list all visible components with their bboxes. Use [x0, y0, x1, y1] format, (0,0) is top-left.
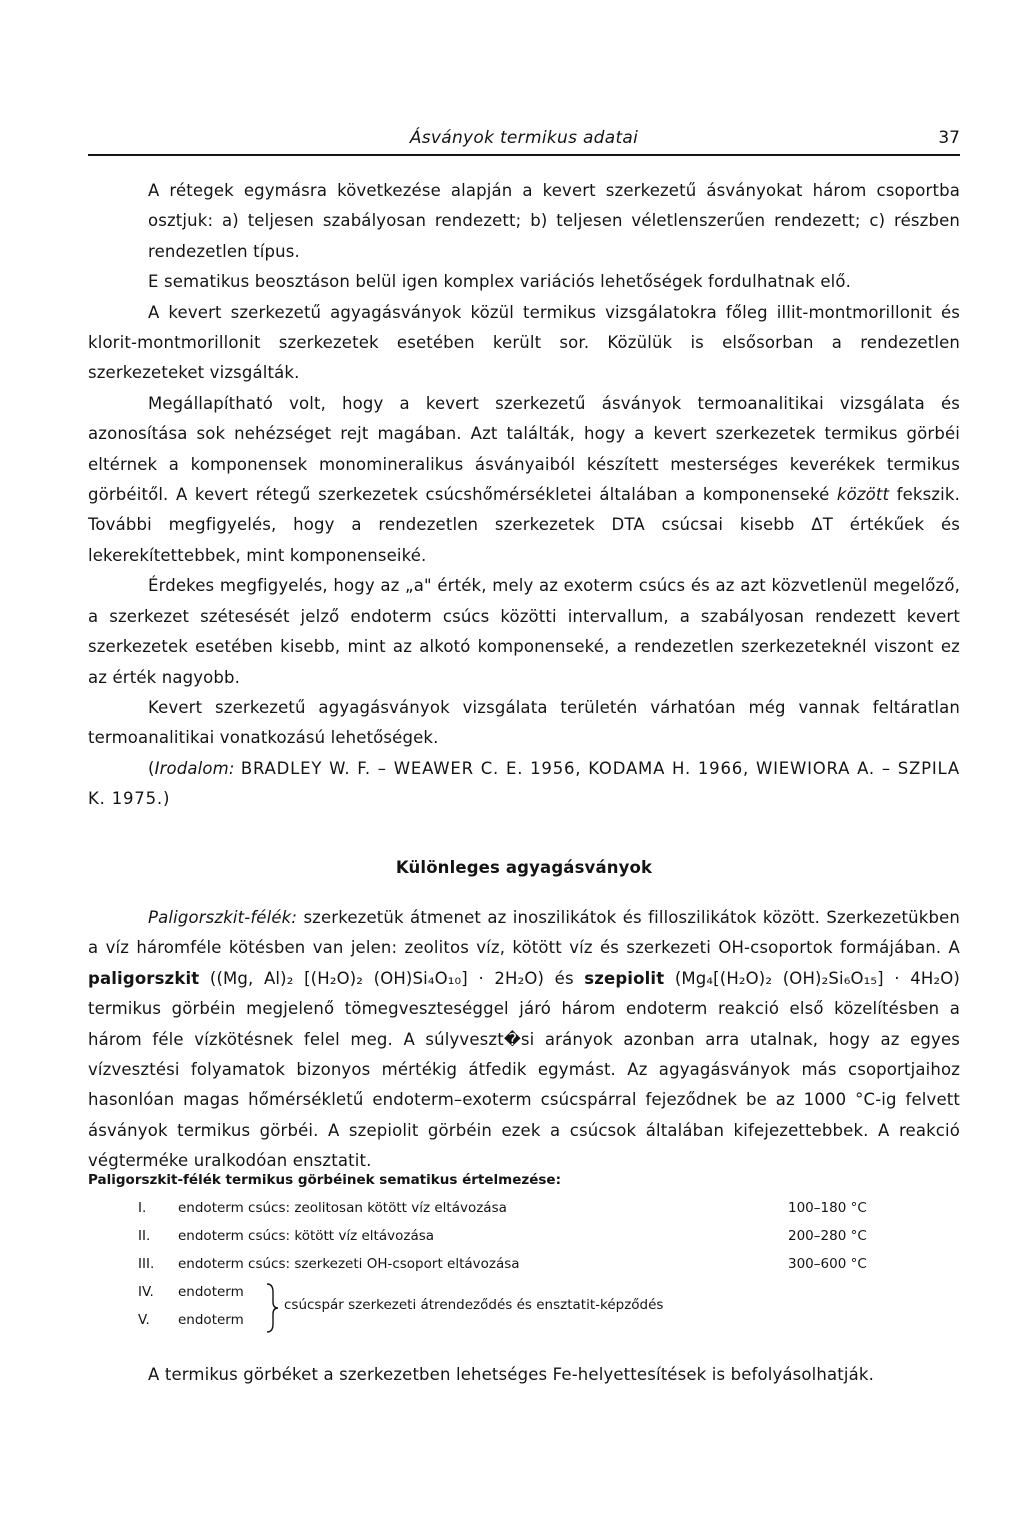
paragraph: [88, 298, 960, 389]
reference-paragraph: [88, 754, 960, 815]
table-row: [88, 1312, 960, 1336]
table-title: Paligorszkit-félék termikus görbéinek sematikus értelmezése:: [88, 1172, 561, 1188]
reference-close-paren: ): [162, 789, 170, 809]
table-row: [88, 1200, 960, 1224]
paragraph-text: fekszik. További megfigyelés, hogy a rendezetlen szerkezetek DTA csúcsai kisebb ΔT értékűek és lekerekítettebbek, mint komponenseiké.: [88, 485, 960, 565]
row-number: I.: [138, 1200, 147, 1216]
running-title: Ásványok termikus adatai: [409, 128, 639, 148]
chemical-formula: ((Mg, Al)₂ [(H₂O)₂ (OH)Si₄O₁₀] · 2H₂O): [209, 968, 545, 988]
row-number: II.: [138, 1228, 151, 1244]
paragraph: [88, 267, 960, 297]
row-description: endoterm csúcs: zeolitosan kötött víz eltávozása: [178, 1200, 507, 1216]
paragraph-text: szerkezetük átmenet az inoszilikátok és filloszilikátok között. Szerkezetükben a víz háromféle kötésben van jelen: zeolitos víz, kötött víz és szerkezeti OH-csoportok formájában. A: [88, 907, 960, 958]
row-number: III.: [138, 1256, 155, 1272]
mineral-name: szepiolit: [584, 968, 665, 988]
row-description: endoterm: [178, 1312, 244, 1328]
table-row: [88, 1256, 960, 1280]
row-temperature-range: 200–280 °C: [788, 1228, 867, 1244]
running-header: [88, 124, 960, 156]
paragraph-text: Megállapítható volt, hogy a kevert szerkezetű ásványok termoanalitikai vizsgálata és azonosítása sok nehézséget rejt magában. Azt találták, hogy a kevert szerkezetek termikus görbéi eltérnek a komponensek monomineralikus ásványaiból készített mesterséges keverékek termikus görbéitől. A kevert rétegű szerkezetek csúcshőmérsékletei általában a komponenseké: [88, 393, 960, 505]
row-description: endoterm csúcs: kötött víz eltávozása: [178, 1228, 435, 1244]
row-number: V.: [138, 1312, 150, 1328]
row-number: IV.: [138, 1284, 154, 1300]
section-heading: Különleges agyagásványok: [395, 857, 653, 877]
paragraph-text: A rétegek egymásra következése alapján a kevert szerkezetű ásványokat három csoportba osztjuk: a) teljesen szabályosan rendezett; b) teljesen véletlenszerűen rendezett; c) részben rendezetlen típus.: [148, 181, 960, 261]
reference-label: Irodalom:: [154, 758, 235, 778]
paragraph: [88, 389, 960, 571]
row-temperature-range: 300–600 °C: [788, 1256, 867, 1272]
paragraph-text: E sematikus beosztáson belül igen komplex variációs lehetőségek fordulhatnak elő.: [148, 272, 851, 292]
reference-open-paren: (: [148, 758, 155, 778]
section-lead: Paligorszkit-félék:: [148, 907, 298, 927]
row-description: endoterm: [178, 1284, 244, 1300]
paragraph-text: és: [554, 968, 574, 988]
mineral-name: paligorszkit: [88, 968, 200, 988]
body-text: [88, 176, 960, 1177]
page-number: 37: [938, 128, 960, 148]
right-brace-icon: [265, 1282, 279, 1334]
emphasis: között: [836, 485, 890, 505]
chemical-formula: (Mg₄[(H₂O)₂ (OH)₂Si₆O₁₅] · 4H₂O): [674, 968, 960, 988]
paragraph: [88, 176, 960, 267]
reference-text: BRADLEY W. F. – WEAWER C. E. 1956, KODAMA H. 1966, WIEWIORA A. – SZPILA K. 1975.: [88, 758, 960, 809]
row-description: endoterm csúcs: szerkezeti OH-csoport eltávozása: [178, 1256, 520, 1272]
paragraph: [88, 903, 960, 1177]
closing-paragraph: A termikus görbéket a szerkezetben lehetséges Fe-helyettesítések is befolyásolhatják.: [148, 1365, 874, 1384]
paragraph-text: Érdekes megfigyelés, hogy az „a" érték, mely az exoterm csúcs és az azt közvetlenül megelőző, a szerkezet szétesését jelző endoterm csúcs közötti intervallum, a szabályosan rendezett kevert szerkezetek esetében kisebb, mint az alkotó komponenseké, a rendezetlen szerkezeteknél viszont ez az érték nagyobb.: [88, 576, 960, 687]
row-temperature-range: 100–180 °C: [788, 1200, 867, 1216]
paragraph-text: termikus görbéin megjelenő tömegveszteséggel járó három endoterm reakció első közelítésben a három féle vízkötésnek felel meg. A súlyveszt�si arányok azonban arra utalnak, hogy az egyes vízvesztési folyamatok bizonyos mértékig átfedik egymást. Az agyagásványok más csoportjaihoz hasonlóan magas hőmérsékletű endoterm–exoterm csúcspárral fejeződnek be az 1000 °C-ig felvett ásványok termikus görbéi. A szepiolit görbéin ezek a csúcsok általában kifejezettebbek. A reakció végterméke uralkodóan ensztatit.: [88, 999, 960, 1171]
brace-annotation: csúcspár szerkezeti átrendeződés és ensztatit-képződés: [284, 1297, 664, 1313]
paragraph-text: A kevert szerkezetű agyagásványok közül termikus vizsgálatokra főleg illit-montmorillonit és klorit-montmorillonit szerkezetek esetében került sor. Közülük is elsősorban a rendezetlen szerkezeteket vizsgálták.: [88, 302, 960, 383]
paragraph: [88, 693, 960, 754]
paragraph-text: Kevert szerkezetű agyagásványok vizsgálata területén várhatóan még vannak feltáratlan termoanalitikai vonatkozású lehetőségek.: [88, 697, 960, 748]
table-row: [88, 1228, 960, 1252]
paragraph: [88, 571, 960, 693]
